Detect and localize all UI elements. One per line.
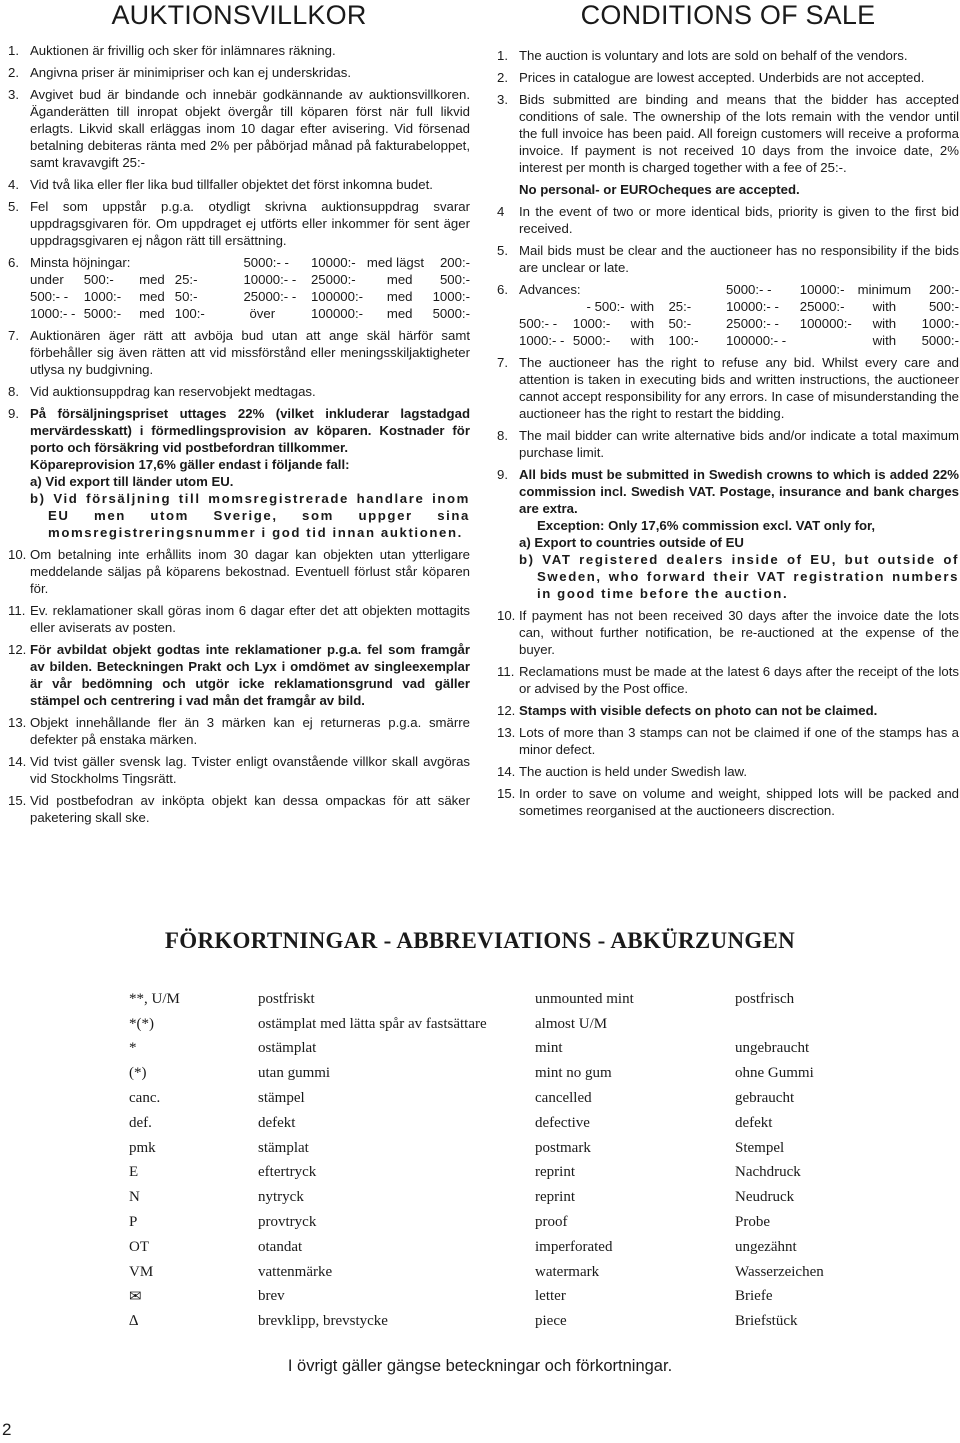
list-item bbox=[497, 203, 959, 237]
rate-cell: 500:- bbox=[439, 272, 470, 287]
table-row bbox=[129, 1012, 895, 1037]
german-cell: Briefe bbox=[735, 1288, 773, 1305]
list-item bbox=[8, 641, 470, 709]
german-cell: Briefstück bbox=[735, 1313, 798, 1330]
item-text: Vid två lika eller fler lika bud tillfaller objektet det först inkomna budet. bbox=[30, 177, 433, 192]
abbreviation-cell: N bbox=[129, 1189, 140, 1206]
list-item bbox=[8, 714, 470, 748]
item-text: Köpareprovision 17,6% gäller endast i följande fall: bbox=[30, 457, 350, 472]
item-text: Bids submitted are binding and means that the bidder has accepted conditions of sale. The ownership of the lots remain with the vendor until the full invoice has been paid. All foreign customers will receive a proforma invoice. If payment is not received 10 days from the invoice date, 2% interest per month is charged together with a fee of 25:-. bbox=[519, 92, 959, 175]
list-item bbox=[497, 466, 959, 602]
table-row bbox=[129, 1136, 895, 1161]
rate-cell: 100:- bbox=[174, 306, 205, 321]
german-cell: Wasserzeichen bbox=[735, 1263, 824, 1280]
item-text: På försäljningspriset uttages 22% (vilket inkluderar lagstadgad mervärdesskatt) i förmedlingsprovision av köparen. Kostnader för porto och försäkring vid postbefordran tillkommer. bbox=[30, 406, 470, 455]
list-item bbox=[8, 327, 470, 378]
list-item bbox=[8, 176, 470, 193]
table-row bbox=[129, 1309, 895, 1334]
abbreviations-title: FÖRKORTNINGAR - ABBREVIATIONS - ABKÜRZUNGEN bbox=[164, 928, 796, 953]
rate-cell: 5000:- bbox=[572, 333, 611, 348]
rate-cell: with bbox=[872, 299, 897, 314]
item-number: 7. bbox=[8, 328, 19, 343]
list-item bbox=[497, 785, 959, 819]
item-number: 8. bbox=[497, 428, 508, 443]
abbreviation-cell: E bbox=[129, 1164, 139, 1181]
english-conditions-list bbox=[497, 47, 959, 819]
rate-cell: 5000:- bbox=[83, 306, 122, 321]
list-item bbox=[8, 383, 470, 400]
rate-cell: with bbox=[630, 299, 655, 314]
rate-cell: 1000:- bbox=[432, 289, 470, 304]
item-text: In the event of two or more identical bids, priority is given to the first bid received. bbox=[519, 204, 959, 236]
item-text: Mail bids must be clear and the auctioneer has no responsibility if the bids are unclear or late. bbox=[519, 243, 959, 275]
rate-cell: med bbox=[139, 306, 165, 321]
item-number: 10. bbox=[8, 547, 27, 562]
item-number: 12. bbox=[497, 703, 516, 718]
swedish-cell: eftertryck bbox=[258, 1164, 317, 1181]
english-title: CONDITIONS OF SALE bbox=[580, 0, 876, 30]
abbreviation-cell: OT bbox=[129, 1238, 149, 1255]
item-number: 9. bbox=[497, 467, 508, 482]
item-text: Vid tvist gäller svensk lag. Tvister enligt ovanstående villkor skall avgöras vid Stockholms Tingsrätt. bbox=[30, 754, 470, 786]
german-cell: Nachdruck bbox=[735, 1164, 801, 1181]
english-cell: watermark bbox=[535, 1263, 600, 1280]
table-row bbox=[129, 987, 895, 1012]
abbreviation-cell: ∆ bbox=[129, 1313, 139, 1330]
list-item bbox=[497, 281, 959, 349]
item-text: För avbildat objekt godtas inte reklamationer p.g.a. fel som framgår av bilden. Beteckningen Prakt och Lyx i omdömet av singleexemplar är vår bedömning och utgör icke reklamationsgrund vad gäller stämpel och centrering i vad mån det framgår av bild. bbox=[30, 642, 470, 708]
item-number: 2. bbox=[8, 65, 19, 80]
swedish-cell: nytryck bbox=[258, 1189, 304, 1206]
rate-cell: 1000:- bbox=[83, 289, 122, 304]
swedish-cell: ostämplat med lätta spår av fastsättare bbox=[258, 1015, 487, 1032]
rate-cell: 500:- bbox=[83, 272, 114, 287]
item-number: 3. bbox=[8, 87, 19, 102]
item-number: 8. bbox=[8, 384, 19, 399]
swedish-cell: utan gummi bbox=[258, 1065, 331, 1082]
rate-cell: 100000:- bbox=[310, 289, 364, 304]
table-row bbox=[129, 1061, 895, 1086]
rate-cell: 100000:- - bbox=[726, 333, 787, 348]
item-text: Auktionen är frivillig och sker för inlämnares räkning. bbox=[30, 43, 336, 58]
item-number: 10. bbox=[497, 608, 516, 623]
rate-cell: 5000:- bbox=[921, 333, 959, 348]
list-item bbox=[8, 198, 470, 249]
item-text: All bids must be submitted in Swedish crowns to which is added 22% commission incl. Swedish VAT. Postage, insurance and bank charges are extra. bbox=[519, 467, 959, 516]
german-cell: Stempel bbox=[735, 1139, 785, 1156]
rate-cell: 100:- bbox=[668, 333, 699, 348]
rate-cell: 25:- bbox=[174, 272, 198, 287]
rate-cell: med bbox=[139, 289, 165, 304]
german-cell: Neudruck bbox=[735, 1189, 795, 1206]
list-item bbox=[8, 405, 470, 541]
rate-cell: 1000:- bbox=[921, 316, 959, 331]
rate-cell: 5000:- - bbox=[243, 255, 289, 270]
item-number: 7. bbox=[497, 355, 508, 370]
rate-cell: 1000:- bbox=[572, 316, 611, 331]
rate-cell: with bbox=[872, 333, 897, 348]
swedish-cell: vattenmärke bbox=[258, 1263, 333, 1280]
item-number: 14. bbox=[497, 764, 516, 779]
english-cell: almost U/M bbox=[535, 1015, 608, 1032]
rate-cell: minimum bbox=[857, 282, 912, 297]
english-cell: proof bbox=[535, 1214, 568, 1231]
abbreviation-cell: ✉ bbox=[129, 1289, 142, 1306]
list-item bbox=[497, 47, 959, 64]
rate-cell: 25000:- - bbox=[726, 316, 779, 331]
item-text: Vid postbefodran av inköpta objekt kan dessa ompackas för att säker paketering skall ske. bbox=[30, 793, 470, 825]
rate-cell: 10000:- - bbox=[726, 299, 779, 314]
item-number: 15. bbox=[497, 786, 516, 801]
item-text: The auction is held under Swedish law. bbox=[519, 764, 747, 779]
swedish-cell: defekt bbox=[258, 1114, 296, 1131]
list-item bbox=[8, 86, 470, 171]
swedish-cell: otandat bbox=[258, 1238, 303, 1255]
swedish-cell: ostämplat bbox=[258, 1040, 317, 1057]
list-item bbox=[497, 607, 959, 658]
rate-cell: under bbox=[30, 272, 64, 287]
english-cell: mint bbox=[535, 1040, 563, 1057]
footer-note: I övrigt gäller gängse beteckningar och förkortningar. bbox=[287, 1357, 673, 1375]
item-text: Fel som uppstår p.g.a. otydligt skrivna auktionsuppdrag svarar uppdragsgivaren för. Om uppdraget ej utförts eller inkommer för sent äger uppdragsgivaren ej någon rätt till ersättning. bbox=[30, 199, 470, 248]
item-text: The auctioneer has the right to refuse any bid. Whilst every care and attention is taken in executing bids and written instructions, the auctioneer cannot accept responsibility for any errors. In case of misunderstanding the auctioneer has the right to restart the bidding. bbox=[519, 355, 959, 421]
swedish-cell: stämplat bbox=[258, 1139, 309, 1156]
item-number: 13. bbox=[497, 725, 516, 740]
rate-cell: över bbox=[249, 306, 276, 321]
rate-cell: 500:- - bbox=[30, 289, 69, 304]
rate-cell: with bbox=[872, 316, 897, 331]
rate-cell: 100000:- bbox=[310, 306, 364, 321]
swedish-column bbox=[8, 0, 470, 826]
item-number: 9. bbox=[8, 406, 19, 421]
table-row bbox=[129, 1210, 895, 1235]
item-text: Exception: Only 17,6% commission excl. VAT only for, bbox=[537, 518, 876, 533]
list-item bbox=[497, 763, 959, 780]
list-item bbox=[8, 792, 470, 826]
english-cell: reprint bbox=[535, 1189, 575, 1206]
table-row bbox=[129, 1260, 895, 1285]
increments-lead: Advances: bbox=[519, 282, 581, 297]
list-item bbox=[8, 602, 470, 636]
swedish-conditions-list bbox=[8, 42, 470, 826]
english-cell: unmounted mint bbox=[535, 990, 634, 1007]
rate-cell: 10000:- bbox=[799, 282, 845, 297]
item-number: 4 bbox=[497, 204, 505, 219]
item-subpoint: a) Export to countries outside of EU bbox=[519, 535, 744, 550]
swedish-cell: postfriskt bbox=[258, 990, 315, 1007]
abbreviation-cell: **, U/M bbox=[129, 990, 180, 1007]
item-text: Stamps with visible defects on photo can not be claimed. bbox=[519, 703, 878, 718]
list-item bbox=[8, 254, 470, 322]
item-number: 2. bbox=[497, 70, 508, 85]
swedish-cell: brevklipp, brevstycke bbox=[258, 1313, 388, 1330]
rate-cell: 25000:- - bbox=[243, 289, 297, 304]
rate-cell: 200:- bbox=[439, 255, 470, 270]
item-text: The auction is voluntary and lots are sold on behalf of the vendors. bbox=[519, 48, 908, 63]
english-cell: mint no gum bbox=[535, 1065, 612, 1082]
abbreviations-table bbox=[129, 987, 895, 1334]
item-text: Vid auktionsuppdrag kan reservobjekt medtagas. bbox=[30, 384, 316, 399]
rate-cell: 100000:- bbox=[799, 316, 852, 331]
german-cell: ohne Gummi bbox=[735, 1065, 814, 1082]
item-text: Angivna priser är minimipriser och kan ej underskridas. bbox=[30, 65, 352, 80]
item-text: Auktionären äger rätt att avböja bud utan att ange skäl härför samt förbehåller sig även rätten att vid missförstånd eller meningsskiljaktigheter utlysa ny budgivning. bbox=[30, 328, 470, 377]
rate-cell: - 500:- bbox=[586, 299, 625, 314]
german-cell: Probe bbox=[735, 1214, 770, 1231]
rate-cell: 10000:- bbox=[310, 255, 356, 270]
item-number: 1. bbox=[497, 48, 508, 63]
list-item bbox=[497, 91, 959, 198]
german-cell: gebraucht bbox=[735, 1090, 795, 1107]
item-number: 15. bbox=[8, 793, 27, 808]
abbreviation-cell: canc. bbox=[129, 1090, 161, 1107]
rate-cell bbox=[519, 298, 573, 315]
rate-cell: 500:- bbox=[928, 299, 959, 314]
list-item bbox=[8, 546, 470, 597]
english-cell: letter bbox=[535, 1288, 566, 1305]
rate-cell: med bbox=[386, 289, 413, 304]
item-number: 6. bbox=[8, 255, 19, 270]
item-subpoint: b) VAT registered dealers inside of EU, but outside of Sweden, who forward their VAT registration numbers in good time before the auction. bbox=[519, 552, 959, 601]
list-item bbox=[497, 69, 959, 86]
table-row bbox=[129, 1185, 895, 1210]
rate-cell: 25000:- bbox=[799, 299, 845, 314]
english-column bbox=[497, 0, 959, 819]
table-row bbox=[129, 1086, 895, 1111]
rate-cell: med lägst bbox=[366, 255, 425, 270]
item-number: 11. bbox=[497, 664, 515, 679]
item-number: 12. bbox=[8, 642, 27, 657]
item-text: Objekt innehållande fler än 3 märken kan ej returneras p.g.a. smärre defekter på enstaka märken. bbox=[30, 715, 470, 747]
swedish-cell: provtryck bbox=[258, 1214, 317, 1231]
bid-increments-table bbox=[30, 254, 470, 322]
list-item bbox=[8, 64, 470, 81]
list-item bbox=[497, 427, 959, 461]
abbreviation-cell: (*) bbox=[129, 1065, 147, 1082]
item-number: 1. bbox=[8, 43, 19, 58]
table-row bbox=[129, 1037, 895, 1062]
swedish-cell: brev bbox=[258, 1288, 285, 1305]
table-row bbox=[129, 1161, 895, 1186]
item-number: 13. bbox=[8, 715, 27, 730]
increments-lead: Minsta höjningar: bbox=[30, 255, 131, 270]
list-item bbox=[497, 724, 959, 758]
rate-cell: with bbox=[630, 333, 655, 348]
german-cell: ungebraucht bbox=[735, 1040, 810, 1057]
german-cell: defekt bbox=[735, 1114, 773, 1131]
german-cell: ungezähnt bbox=[735, 1238, 797, 1255]
english-cell: piece bbox=[535, 1313, 567, 1330]
rate-cell: 25:- bbox=[668, 299, 692, 314]
table-row bbox=[129, 1285, 895, 1310]
rate-cell: 50:- bbox=[668, 316, 692, 331]
page-number: 2 bbox=[2, 1420, 12, 1439]
rate-cell: 500:- - bbox=[519, 316, 558, 331]
abbreviation-cell: *(*) bbox=[129, 1015, 154, 1032]
item-number: 5. bbox=[8, 199, 19, 214]
rate-cell: med bbox=[386, 272, 413, 287]
item-text: Prices in catalogue are lowest accepted. Underbids are not accepted. bbox=[519, 70, 925, 85]
rate-cell: med bbox=[386, 306, 413, 321]
table-row bbox=[129, 1235, 895, 1260]
german-cell bbox=[735, 1012, 895, 1037]
abbreviation-cell: VM bbox=[129, 1263, 154, 1280]
rate-cell: 5000:- - bbox=[726, 282, 772, 297]
abbreviation-cell: * bbox=[129, 1040, 137, 1057]
item-number: 5. bbox=[497, 243, 508, 258]
item-text: Om betalning inte erhållits inom 30 dagar kan objekten utan ytterligare meddelande säljas på köparens bekostnad. Eventuell förlust står köparen för. bbox=[30, 547, 470, 596]
english-cell: reprint bbox=[535, 1164, 575, 1181]
abbreviation-cell: pmk bbox=[129, 1139, 156, 1156]
list-item bbox=[497, 663, 959, 697]
item-text: In order to save on volume and weight, shipped lots will be packed and sometimes reorganised at the auctioneers discrection. bbox=[519, 786, 959, 818]
item-subpoint: a) Vid export till länder utom EU. bbox=[30, 474, 234, 489]
list-item bbox=[497, 242, 959, 276]
english-cell: cancelled bbox=[535, 1090, 592, 1107]
item-text: Avgivet bud är bindande och innebär godkännande av auktionsvillkoren. Äganderätten till inropat objekt övergår till köparen först när full likvid erlagts. Likvid skall erläggas inom 10 dagar efter avisering. Vid försenad betalning debiteras ränta med 2% per påbörjad månad på fakturabeloppet, samt kravavgift 25:- bbox=[30, 87, 470, 170]
item-number: 3. bbox=[497, 92, 508, 107]
rate-cell: with bbox=[630, 316, 655, 331]
swedish-title: AUKTIONSVILLKOR bbox=[111, 0, 367, 30]
item-number: 4. bbox=[8, 177, 19, 192]
item-text: The mail bidder can write alternative bids and/or indicate a total maximum purchase limit. bbox=[519, 428, 959, 460]
list-item bbox=[497, 354, 959, 422]
item-number: 6. bbox=[497, 282, 508, 297]
list-item bbox=[8, 753, 470, 787]
rate-cell: 1000:- - bbox=[30, 306, 76, 321]
item-text: Reclamations must be made at the latest 6 days after the receipt of the lots or advised by the Post office. bbox=[519, 664, 959, 696]
item-number: 11. bbox=[8, 603, 26, 618]
abbreviation-cell: P bbox=[129, 1214, 138, 1231]
rate-cell: 10000:- - bbox=[243, 272, 297, 287]
item-note: No personal- or EUROcheques are accepted. bbox=[519, 182, 800, 197]
english-cell: postmark bbox=[535, 1139, 591, 1156]
item-subpoint: b) Vid försäljning till momsregistrerade handlare inom EU men utom Sverige, som uppger sina momsregistreringsnummer i god tid innan auktionen. bbox=[30, 491, 470, 540]
german-cell: postfrisch bbox=[735, 990, 795, 1007]
swedish-cell: stämpel bbox=[258, 1090, 305, 1107]
rate-cell: 5000:- bbox=[432, 306, 470, 321]
english-cell: imperforated bbox=[535, 1238, 613, 1255]
list-item bbox=[8, 42, 470, 59]
item-text: If payment has not been received 30 days after the invoice date the lots can, without further notification, be re-auctioned at the expense of the buyer. bbox=[519, 608, 959, 657]
rate-cell: 200:- bbox=[928, 282, 959, 297]
item-text: Lots of more than 3 stamps can not be claimed if one of the stamps has a minor defect. bbox=[519, 725, 959, 757]
bid-increments-table bbox=[519, 281, 959, 349]
rate-cell: 1000:- - bbox=[519, 333, 565, 348]
rate-cell: med bbox=[139, 272, 165, 287]
rate-cell: 50:- bbox=[174, 289, 198, 304]
abbreviation-cell: def. bbox=[129, 1114, 152, 1131]
rate-cell: 25000:- bbox=[310, 272, 356, 287]
english-cell: defective bbox=[535, 1114, 590, 1131]
list-item bbox=[497, 702, 959, 719]
item-text: Ev. reklamationer skall göras inom 6 dagar efter det att objekten mottagits eller aviserats av posten. bbox=[30, 603, 470, 635]
item-number: 14. bbox=[8, 754, 27, 769]
table-row bbox=[129, 1111, 895, 1136]
